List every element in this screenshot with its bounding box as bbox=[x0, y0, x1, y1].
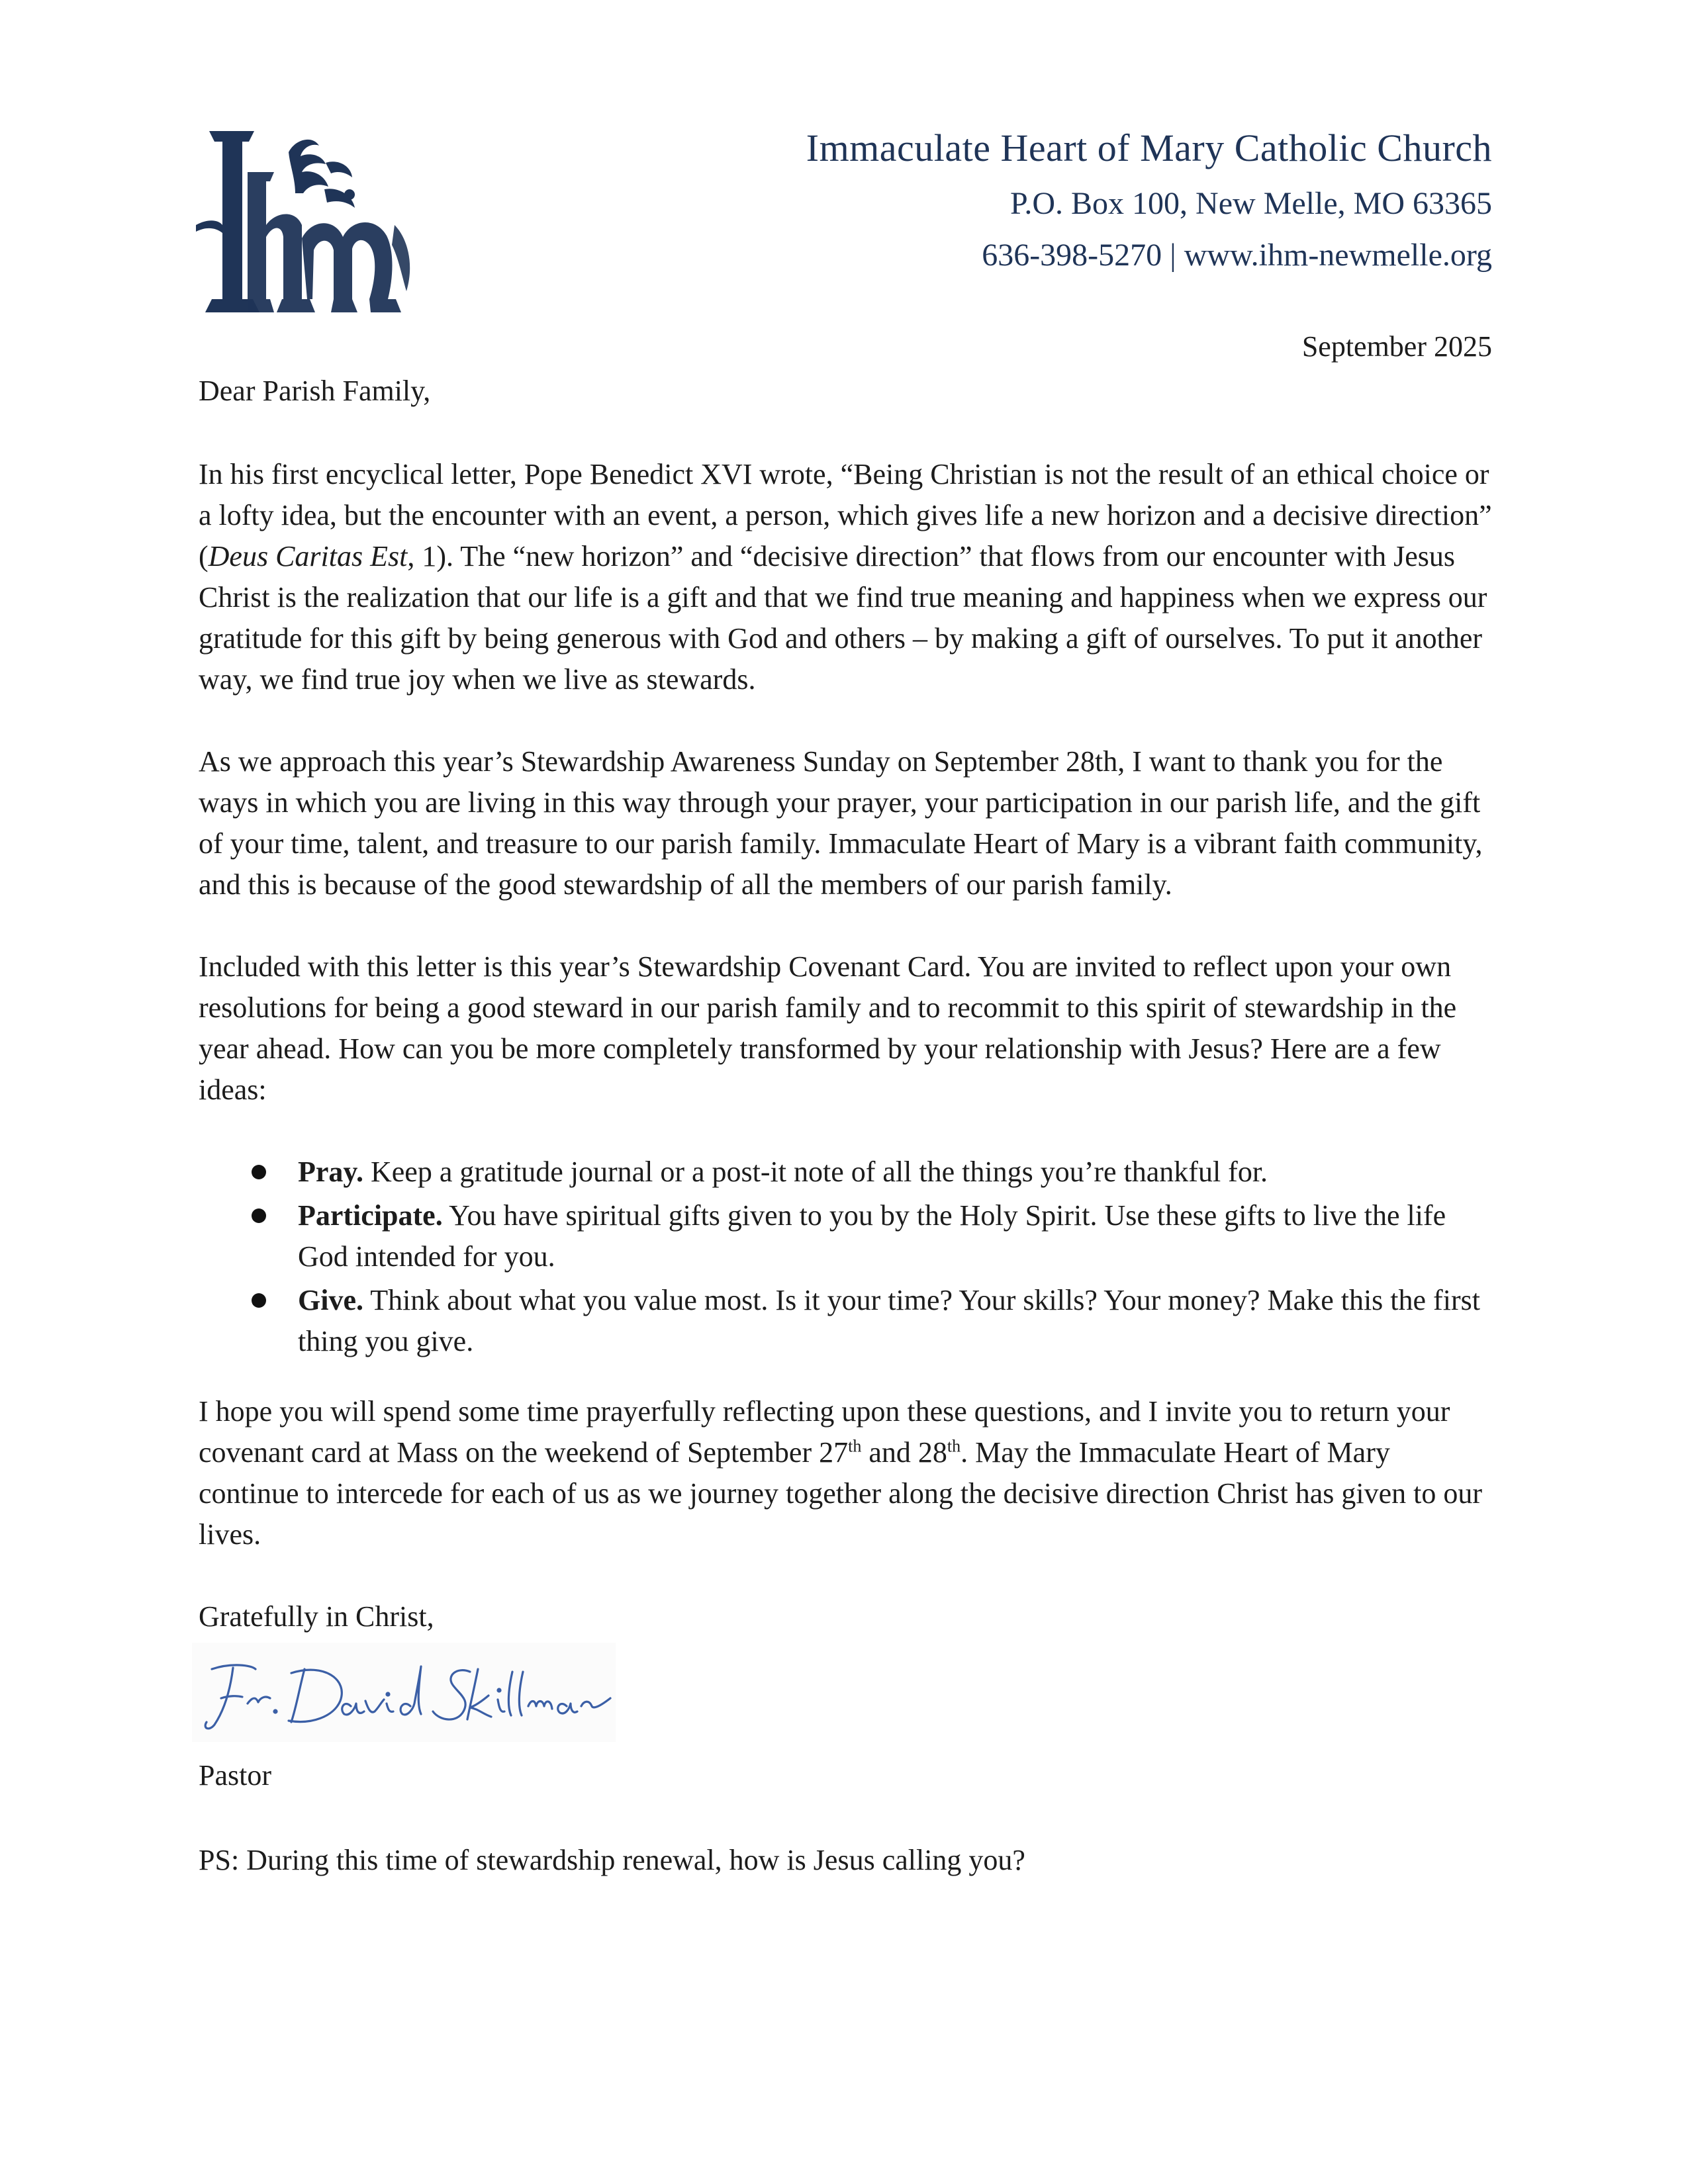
letter-body bbox=[199, 371, 1496, 1881]
bullet-icon bbox=[252, 1165, 266, 1179]
paragraph-4-text-a: I hope you will spend some time prayerfully reflecting upon these questions, and I invite you to return your covenant card at Mass on the weekend of September 27 bbox=[199, 1395, 1450, 1469]
list-item bbox=[298, 1152, 1496, 1193]
paragraph-1-text-a: In his first encyclical letter, Pope Benedict XVI wrote, “Being Christian is not the result of an ethical choice or a lofty idea, but the encounter with an event, a person, which gives life a new horizon and a decisive direction” ( bbox=[199, 458, 1492, 572]
salutation: Dear Parish Family, bbox=[199, 375, 431, 407]
paragraph-4 bbox=[199, 1391, 1496, 1555]
ihm-monogram-logo bbox=[196, 126, 434, 324]
idea-label: Participate. bbox=[298, 1199, 443, 1232]
paragraph-1 bbox=[199, 454, 1496, 700]
paragraph-1-text-b: , 1). The “new horizon” and “decisive direction” that flows from our encounter with Jesus Christ is the realization that our life is a gift and that we find true meaning and happiness when we express our gratitude for this gift by being generous with God and others – by making a gift of ourselves. To put it another way, we find true joy when we live as stewards. bbox=[199, 540, 1487, 696]
paragraph-4-text-c: . May the Immaculate Heart of Mary continue to intercede for each of us as we journey together along the decisive direction Christ has given to our lives. bbox=[199, 1436, 1483, 1551]
idea-text: You have spiritual gifts given to you by the Holy Spirit. Use these gifts to live the life God intended for you. bbox=[298, 1199, 1446, 1273]
paragraph-4-text-b: and 28 bbox=[861, 1436, 947, 1469]
paragraph-2: As we approach this year’s Stewardship Awareness Sunday on September 28th, I want to thank you for the ways in which you are living in this way through your prayer, your participation in our parish life, and the gift of your time, talent, and treasure to our parish family. Immaculate Heart of Mary is a vibrant faith community, and this is because of the good stewardship of all the members of our parish family. bbox=[199, 745, 1483, 901]
list-item bbox=[298, 1280, 1496, 1362]
bullet-icon bbox=[252, 1293, 266, 1308]
ordinal-suffix: th bbox=[947, 1436, 961, 1456]
idea-text: Think about what you value most. Is it your time? Your skills? Your money? Make this the first thing you give. bbox=[298, 1284, 1480, 1357]
idea-label: Pray. bbox=[298, 1156, 363, 1188]
idea-label: Give. bbox=[298, 1284, 363, 1316]
bullet-icon bbox=[252, 1208, 266, 1223]
idea-text: Keep a gratitude journal or a post-it note of all the things you’re thankful for. bbox=[363, 1156, 1268, 1188]
church-contact: 636-398-5270 | www.ihm-newmelle.org bbox=[982, 238, 1492, 273]
closing: Gratefully in Christ, bbox=[199, 1600, 434, 1633]
signer-title: Pastor bbox=[199, 1759, 271, 1792]
letter-date: September 2025 bbox=[1301, 330, 1492, 363]
church-name: Immaculate Heart of Mary Catholic Church bbox=[806, 126, 1492, 169]
handwritten-signature bbox=[192, 1643, 616, 1742]
list-item bbox=[298, 1195, 1496, 1277]
ideas-list bbox=[199, 1152, 1496, 1362]
paragraph-3: Included with this letter is this year’s Stewardship Covenant Card. You are invited to reflect upon your own resolutions for being a good steward in our parish family and to recommit to this spirit of stewardship in the year ahead. How can you be more completely transformed by your relationship with Jesus? Here are a few ideas: bbox=[199, 950, 1457, 1106]
postscript: PS: During this time of stewardship renewal, how is Jesus calling you? bbox=[199, 1844, 1025, 1876]
encyclical-title: Deus Caritas Est bbox=[208, 540, 408, 572]
ordinal-suffix: th bbox=[848, 1436, 862, 1456]
church-address: P.O. Box 100, New Melle, MO 63365 bbox=[1010, 186, 1492, 221]
